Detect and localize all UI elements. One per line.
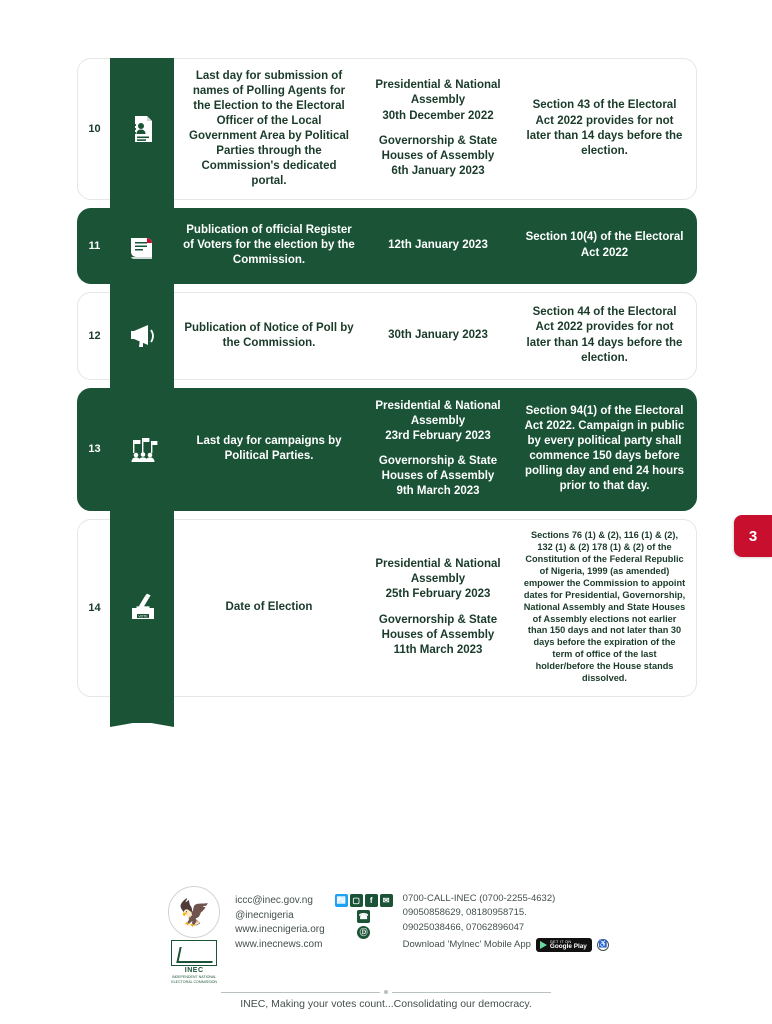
table-row bbox=[77, 58, 697, 200]
phone-icon[interactable]: ☎ bbox=[358, 912, 369, 922]
divider bbox=[221, 990, 551, 994]
date-group: Presidential & National Assembly 23rd February 2023 bbox=[375, 399, 501, 442]
phone-line-3: 09025038466, 07062896047 bbox=[402, 921, 525, 933]
divider-line-left bbox=[221, 992, 380, 993]
row-activity: Date of Election bbox=[225, 601, 313, 614]
date-group: Presidential & National Assembly 30th December 2022 bbox=[375, 79, 501, 122]
inec-mark-icon bbox=[171, 940, 217, 966]
coat-of-arms-icon bbox=[168, 886, 220, 938]
page-number-tab: 3 bbox=[734, 515, 772, 557]
google-play-badge[interactable] bbox=[536, 938, 592, 953]
row-dates bbox=[363, 59, 513, 199]
table-row bbox=[77, 519, 697, 697]
campaign-crowd-icon bbox=[111, 389, 175, 510]
social-icons-row-3 bbox=[357, 926, 370, 939]
table-row bbox=[77, 292, 697, 380]
row-number: 11 bbox=[88, 239, 101, 252]
divider-dot bbox=[384, 990, 388, 994]
row-legal-reference: Sections 76 (1) & (2), 116 (1) & (2), 132 (1) & (2) 178 (1) & (2) of the Constitution of the Federal Republic of Nigeria, 1999 (as amended) empower the Commission to appoint dates for Presidential, Governorship, National Assembly and State Houses of Assembly elections not earlier than 150 days and not later than 30 days before the expiration of the term of office of the last holder/before the House stands dissolved. bbox=[523, 529, 686, 684]
social-icons-row-2 bbox=[357, 910, 370, 923]
play-triangle-icon bbox=[540, 941, 547, 949]
row-activity: Last day for submission of names of Polling Agents for the Election to the Electoral Officer of the Local Government Area by Political Parties through the Commission's dedicated portal. bbox=[189, 70, 349, 187]
date-group: 30th January 2023 bbox=[388, 328, 488, 341]
megaphone-icon bbox=[111, 293, 175, 379]
row-number: 10 bbox=[88, 122, 101, 135]
contact-list bbox=[235, 886, 325, 952]
social-icons bbox=[335, 886, 393, 939]
twitter-icon[interactable]: 𝒼 bbox=[335, 894, 348, 907]
row-dates bbox=[363, 293, 513, 379]
date-group: Governorship & State Houses of Assembly 11th March 2023 bbox=[378, 613, 498, 656]
table-row bbox=[77, 388, 697, 511]
contact-website-main[interactable]: www.inecnigeria.org bbox=[235, 924, 325, 936]
row-number: 12 bbox=[88, 329, 101, 342]
social-icons-row-1 bbox=[335, 894, 393, 907]
row-activity: Publication of official Register of Voters for the election by the Commission. bbox=[183, 224, 355, 266]
row-dates bbox=[363, 209, 513, 283]
phone-line-2: 09050858629, 08180958715. bbox=[402, 907, 527, 919]
inec-full-name: INDEPENDENT NATIONAL ELECTORAL COMMISSION bbox=[171, 975, 218, 984]
phone-line-1: 0700-CALL-INEC (0700-2255-4632) bbox=[402, 893, 556, 905]
row-legal-reference: Section 10(4) of the Electoral Act 2022 bbox=[525, 231, 684, 259]
row-dates bbox=[363, 520, 513, 696]
badge-line-1: GET IT ON bbox=[549, 939, 572, 944]
badge-line-2: Google Play bbox=[549, 942, 587, 950]
row-legal-reference: Section 94(1) of the Electoral Act 2022. Campaign in public by every political party shall commence 150 days before polling day and end 24 hours prior to that day. bbox=[524, 404, 685, 493]
app-download-row bbox=[403, 938, 609, 953]
row-legal-reference: Section 43 of the Electoral Act 2022 provides for not later than 14 days before the election. bbox=[526, 99, 683, 157]
row-legal-reference: Section 44 of the Electoral Act 2022 provides for not later than 14 days before the election. bbox=[526, 306, 683, 364]
date-group: Governorship & State Houses of Assembly 6th January 2023 bbox=[378, 134, 498, 178]
document-person-icon bbox=[111, 59, 175, 199]
date-group: 12th January 2023 bbox=[388, 238, 488, 251]
eagle-glyph: 🦅 bbox=[177, 897, 211, 928]
date-group: Governorship & State Houses of Assembly 9th March 2023 bbox=[378, 455, 498, 498]
instagram-icon[interactable]: ▢ bbox=[350, 894, 363, 907]
facebook-icon[interactable]: f bbox=[365, 894, 378, 907]
row-dates bbox=[363, 389, 513, 510]
table-row bbox=[77, 208, 697, 284]
contact-handle[interactable]: @inecnigeria bbox=[235, 909, 294, 921]
row-number: 13 bbox=[88, 443, 101, 456]
footer bbox=[0, 886, 772, 1010]
inec-logo bbox=[163, 886, 225, 984]
row-number: 14 bbox=[88, 601, 101, 614]
date-group: Presidential & National Assembly 25th February 2023 bbox=[375, 558, 501, 601]
divider-line-right bbox=[392, 992, 551, 993]
contact-website-news[interactable]: www.inecnews.com bbox=[235, 938, 323, 950]
inec-wordmark: INEC bbox=[184, 967, 204, 975]
timeline-spine-tip bbox=[110, 713, 174, 727]
contact-email[interactable]: iccc@inec.gov.ng bbox=[235, 895, 313, 907]
ballot-box-icon bbox=[111, 520, 175, 696]
footer-tagline: INEC, Making your votes count...Consolidating our democracy. bbox=[240, 998, 532, 1010]
accessibility-icon: ♿ bbox=[597, 939, 609, 951]
election-timeline bbox=[77, 58, 697, 705]
phone-numbers bbox=[403, 886, 609, 952]
svg-text:VOTE: VOTE bbox=[138, 613, 148, 618]
mail-icon[interactable]: ✉ bbox=[380, 894, 393, 907]
row-activity: Publication of Notice of Poll by the Commission. bbox=[184, 321, 354, 349]
app-download-label: Download 'Mylnec' Mobile App bbox=[402, 939, 531, 950]
row-activity: Last day for campaigns by Political Parties. bbox=[196, 435, 342, 463]
register-book-icon bbox=[111, 209, 175, 283]
globe-icon[interactable]: Ⓓ bbox=[357, 926, 370, 939]
